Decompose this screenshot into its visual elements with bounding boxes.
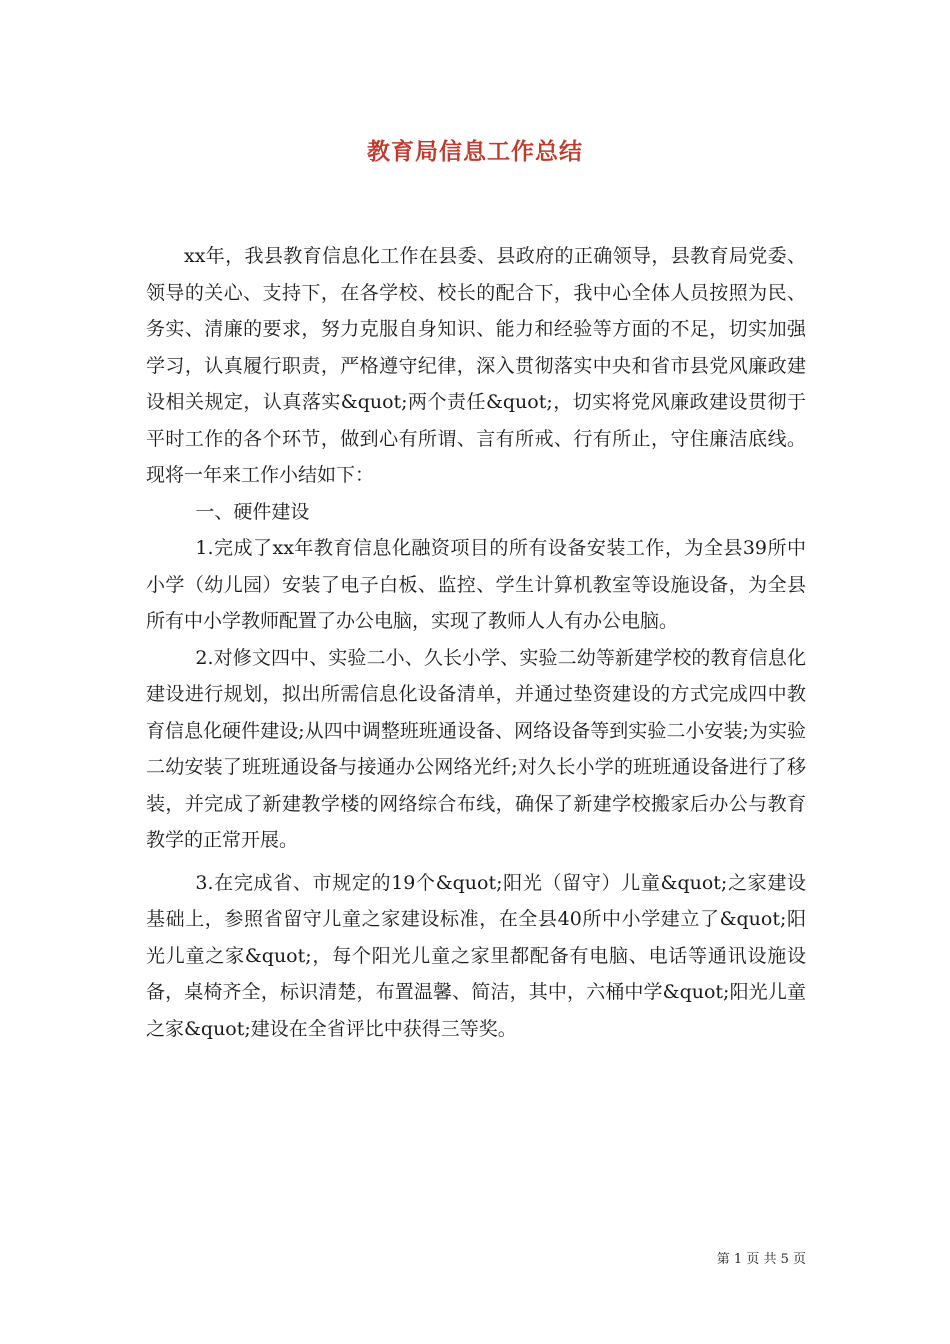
paragraph-item-1: 1.完成了xx年教育信息化融资项目的所有设备安装工作，为全县39所中小学（幼儿园）安装了电子白板、监控、学生计算机教室等设施设备，为全县所有中小学教师配置了办公电脑，实现了教师人人有办公电脑。 [146, 537, 806, 632]
paragraph-intro: xx年，我县教育信息化工作在县委、县政府的正确领导，县教育局党委、领导的关心、支持下，在各学校、校长的配合下，我中心全体人员按照为民、务实、清廉的要求，努力克服自身知识、能力和经验等方面的不足，切实加强学习，认真履行职责，严格遵守纪律，深入贯彻落实中央和省市县党风廉政建设相关规定，认真落实&quot;两个责任&quot;，切实将党风廉政建设贯彻于平时工作的各个环节，做到心有所谓、言有所戒、行有所止，守住廉洁底线。现将一年来工作小结如下： [146, 245, 806, 486]
document-body [146, 238, 806, 1047]
paragraph-item-3: 3.在完成省、市规定的19个&quot;阳光（留守）儿童&quot;之家建设基础上，参照省留守儿童之家建设标准，在全县40所中小学建立了&quot;阳光儿童之家&quot;，每个阳光儿童之家里都配备有电脑、电话等通讯设施设备，桌椅齐全，标识清楚，布置温馨、简洁，其中，六桶中学&quot;阳光儿童之家&quot;建设在全省评比中获得三等奖。 [146, 871, 806, 1040]
document-title: 教育局信息工作总结 [367, 138, 583, 165]
section-heading-hardware: 一、硬件建设 [195, 500, 310, 523]
paragraph-item-2: 2.对修文四中、实验二小、久长小学、实验二幼等新建学校的教育信息化建设进行规划，拟出所需信息化设备清单，并通过垫资建设的方式完成四中教育信息化硬件建设;从四中调整班班通设备、网络设备等到实验二小安装;为实验二幼安装了班班通设备与接通办公网络光纤;对久长小学的班班通设备进行了移装，并完成了新建教学楼的网络综合布线，确保了新建学校搬家后办公与教育教学的正常开展。 [146, 646, 806, 851]
page-indicator: 第 1 页 共 5 页 [716, 1252, 806, 1267]
